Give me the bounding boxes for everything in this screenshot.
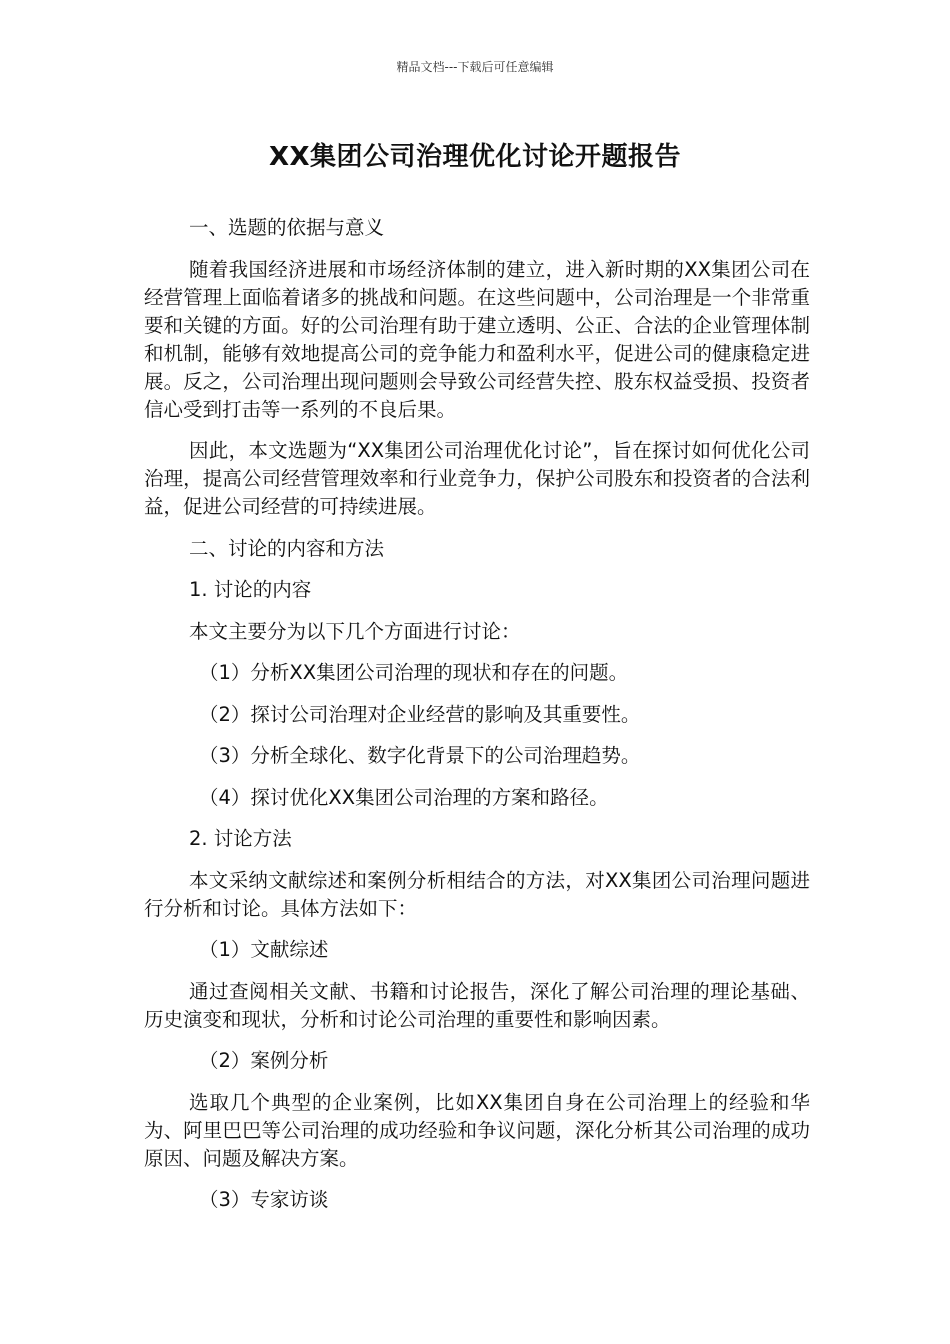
- page-header: 精品文档---下载后可任意编辑: [396, 60, 554, 74]
- body-paragraph: 通过查阅相关文献、书籍和讨论报告，深化了解公司治理的理论基础、历史演变和现状，分析和讨论公司治理的重要性和影响因素。: [144, 979, 810, 1031]
- section-heading-2: 二、讨论的内容和方法: [189, 536, 385, 560]
- list-item: （4）探讨优化XX集团公司治理的方案和路径。: [199, 785, 609, 809]
- body-paragraph: 选取几个典型的企业案例，比如XX集团自身在公司治理上的经验和华为、阿里巴巴等公司治理的成功经验和争议问题，深化分析其公司治理的成功原因、问题及解决方案。: [144, 1090, 810, 1170]
- method-heading: （1）文献综述: [199, 938, 329, 961]
- subsection-heading: 2. 讨论方法: [189, 827, 292, 850]
- body-paragraph: 因此，本文选题为“XX集团公司治理优化讨论”，旨在探讨如何优化公司治理，提高公司经营管理效率和行业竞争力，保护公司股东和投资者的合法利益，促进公司经营的可持续进展。: [144, 439, 810, 518]
- section-heading-1: 一、选题的依据与意义: [189, 216, 385, 239]
- body-paragraph: 本文采纳文献综述和案例分析相结合的方法，对XX集团公司治理问题进行分析和讨论。具体方法如下：: [144, 868, 810, 920]
- list-item: （3）分析全球化、数字化背景下的公司治理趋势。: [199, 744, 641, 767]
- list-item: （1）分析XX集团公司治理的现状和存在的问题。: [199, 661, 629, 684]
- body-paragraph: 随着我国经济进展和市场经济体制的建立，进入新时期的XX集团公司在经营管理上面临着诸多的挑战和问题。在这些问题中，公司治理是一个非常重要和关键的方面。好的公司治理有助于建立透明、公正、合法的企业管理体制和机制，能够有效地提高公司的竞争能力和盈利水平，促进公司的健康稳定进展。反之，公司治理出现问题则会导致公司经营失控、股东权益受损、投资者信心受到打击等一系列的不良后果。: [144, 257, 810, 421]
- body-paragraph: 本文主要分为以下几个方面进行讨论：: [189, 619, 521, 643]
- method-heading: （3）专家访谈: [199, 1188, 329, 1211]
- document-body: [144, 214, 810, 1228]
- subsection-heading: 1. 讨论的内容: [189, 578, 312, 601]
- list-item: （2）探讨公司治理对企业经营的影响及其重要性。: [199, 702, 641, 726]
- method-heading: （2）案例分析: [199, 1049, 329, 1072]
- document-title: XX集团公司治理优化讨论开题报告: [268, 142, 682, 172]
